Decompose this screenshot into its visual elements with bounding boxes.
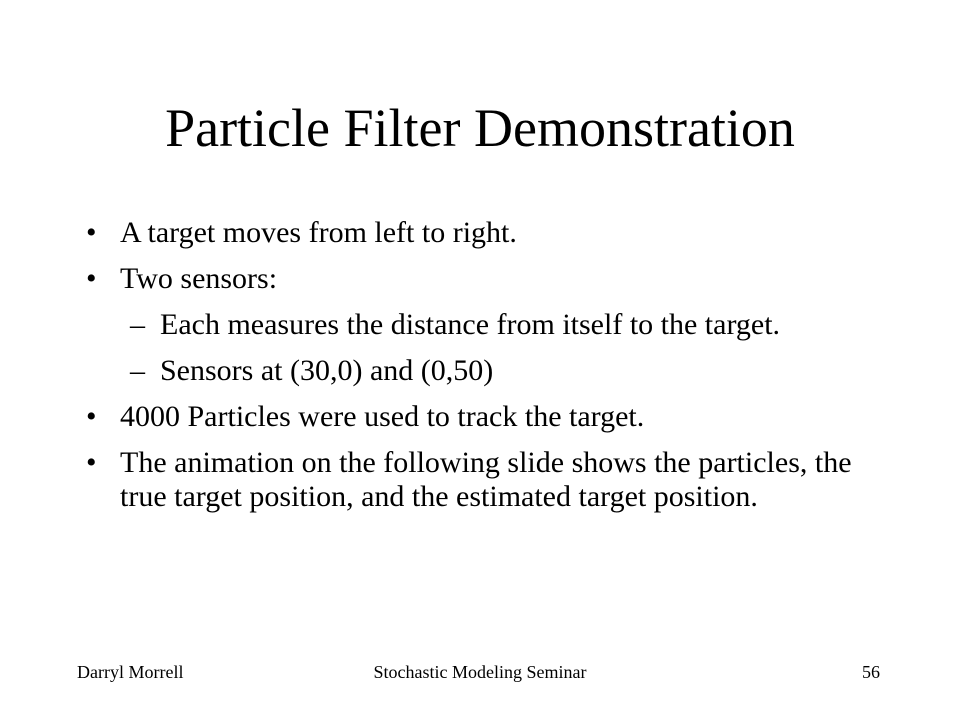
bullet-item xyxy=(86,400,896,434)
bullet-item xyxy=(86,262,896,296)
sub-bullet-item xyxy=(86,354,896,388)
bullet-item xyxy=(86,446,896,514)
footer-event: Stochastic Modeling Seminar xyxy=(373,662,587,682)
bullet-marker: • xyxy=(86,400,97,433)
sub-bullet-marker: – xyxy=(130,354,145,387)
slide-body xyxy=(86,216,896,526)
footer-author: Darryl Morrell xyxy=(77,662,184,682)
bullet-text: A target moves from left to right. xyxy=(120,216,517,249)
bullet-text: Two sensors: xyxy=(120,262,278,295)
sub-bullet-text: Each measures the distance from itself to the target. xyxy=(160,308,781,341)
sub-bullet-item xyxy=(86,308,896,342)
sub-bullet-text: Sensors at (30,0) and (0,50) xyxy=(160,354,494,387)
slide-title: Particle Filter Demonstration xyxy=(165,98,795,158)
bullet-text: 4000 Particles were used to track the target. xyxy=(120,400,645,433)
bullet-item xyxy=(86,216,896,250)
bullet-marker: • xyxy=(86,262,97,295)
bullet-marker: • xyxy=(86,446,97,479)
bullet-marker: • xyxy=(86,216,97,249)
page-number: 56 xyxy=(862,662,880,682)
sub-bullet-marker: – xyxy=(130,308,145,341)
bullet-text: The animation on the following slide shows the particles, the true target position, and the estimated target position. xyxy=(120,446,852,513)
